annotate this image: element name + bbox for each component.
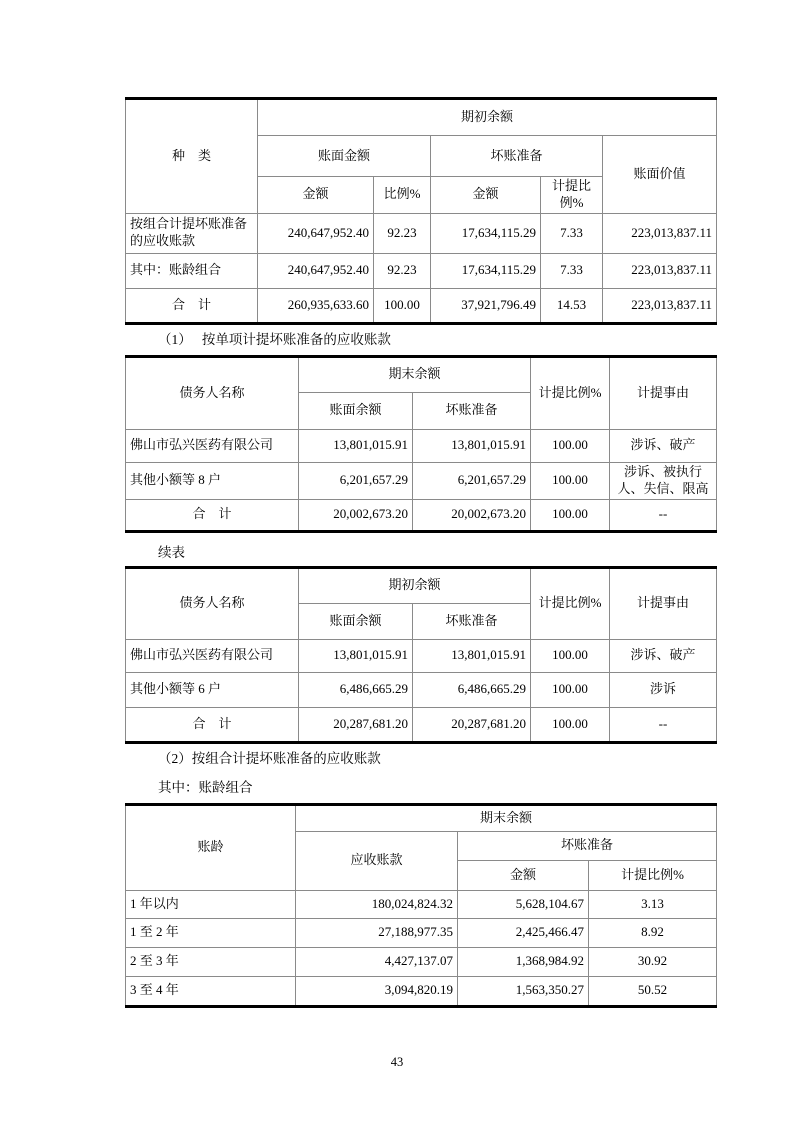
book-value-cell: 223,013,837.11 [603, 288, 717, 323]
ratio-header: 比例% [374, 177, 431, 214]
page-number: 43 [390, 1055, 404, 1069]
book-balance-cell: 6,486,665.29 [299, 672, 413, 707]
total-row [126, 288, 717, 323]
aging-cell: 1 至 2 年 [126, 918, 296, 947]
table-row [126, 213, 717, 253]
heading-item1: （1） 按单项计提坏账准备的应收账款 [158, 331, 391, 347]
heading-item2: （2）按组合计提坏账准备的应收账款 [158, 750, 381, 766]
aging-table [125, 803, 717, 1008]
total-label-cell: 合 计 [126, 707, 299, 742]
ratio-cell: 50.52 [589, 976, 717, 1006]
debtor-cell: 其他小额等 8 户 [126, 462, 299, 499]
amount-cell: 5,628,104.67 [458, 890, 589, 918]
book-balance-cell: 6,201,657.29 [299, 462, 413, 499]
ratio-cell: 100.00 [531, 672, 610, 707]
book-balance-header: 账面余额 [299, 392, 413, 429]
reason-cell: -- [610, 707, 717, 742]
total-label-cell: 合 计 [126, 288, 258, 323]
book-amount-header: 账面金额 [258, 136, 431, 177]
table-header-row [126, 804, 717, 831]
table-header-row [126, 356, 717, 392]
book-balance-cell: 20,002,673.20 [299, 499, 413, 531]
reason-cell: 涉诉、被执行人、失信、限高 [610, 462, 717, 499]
reason-header: 计提事由 [610, 356, 717, 429]
amount-cell: 1,368,984.92 [458, 947, 589, 976]
debtor-cell: 其他小额等 6 户 [126, 672, 299, 707]
ratio-cell: 100.00 [531, 639, 610, 672]
ratio-cell: 8.92 [589, 918, 717, 947]
ratio-cell: 92.23 [374, 213, 431, 253]
aging-cell: 3 至 4 年 [126, 976, 296, 1006]
reason-cell: -- [610, 499, 717, 531]
book-balance-cell: 13,801,015.91 [299, 429, 413, 462]
debtor-cell: 佛山市弘兴医药有限公司 [126, 639, 299, 672]
amount-cell: 1,563,350.27 [458, 976, 589, 1006]
summary-table [125, 97, 717, 325]
table-row [126, 462, 717, 499]
ratio-cell: 92.23 [374, 253, 431, 288]
bad-debt-provision-header: 坏账准备 [413, 603, 531, 639]
provision-cell: 13,801,015.91 [413, 639, 531, 672]
provision-cell: 6,201,657.29 [413, 462, 531, 499]
bad-debt-provision-header: 坏账准备 [431, 136, 603, 177]
beginning-balance-header: 期初余额 [299, 567, 531, 603]
book-balance-cell: 13,801,015.91 [299, 639, 413, 672]
total-row [126, 707, 717, 742]
provision-ratio-cell: 7.33 [541, 213, 603, 253]
table-row [126, 947, 717, 976]
bad-debt-provision-header: 坏账准备 [458, 831, 717, 860]
receivables-cell: 4,427,137.07 [296, 947, 458, 976]
ratio-cell: 100.00 [374, 288, 431, 323]
provision-amount-cell: 37,921,796.49 [431, 288, 541, 323]
provision-ratio-cell: 7.33 [541, 253, 603, 288]
beginning-balance-header: 期初余额 [258, 99, 717, 136]
debtor-header: 债务人名称 [126, 356, 299, 429]
provision-ratio-header: 计提比例% [541, 177, 603, 214]
aging-header: 账龄 [126, 804, 296, 890]
receivables-cell: 3,094,820.19 [296, 976, 458, 1006]
table-row [126, 253, 717, 288]
debtor-header: 债务人名称 [126, 567, 299, 639]
table-row [126, 890, 717, 918]
amount-header: 金额 [258, 177, 374, 214]
category-cell: 其中：账龄组合 [126, 253, 258, 288]
debtor-cell: 佛山市弘兴医药有限公司 [126, 429, 299, 462]
table-row [126, 918, 717, 947]
provision-cell: 6,486,665.29 [413, 672, 531, 707]
table-row [126, 639, 717, 672]
book-value-header: 账面价值 [603, 136, 717, 214]
bad-debt-provision-header: 坏账准备 [413, 392, 531, 429]
provision-ratio-header: 计提比例% [531, 356, 610, 429]
ratio-cell: 100.00 [531, 499, 610, 531]
subgroup-label: 其中：账龄组合 [158, 779, 253, 795]
table-header-row [126, 567, 717, 603]
aging-cell: 2 至 3 年 [126, 947, 296, 976]
amount-header: 金额 [431, 177, 541, 214]
reason-header: 计提事由 [610, 567, 717, 639]
table-row [126, 672, 717, 707]
total-row [126, 499, 717, 531]
amount-cell: 240,647,952.40 [258, 253, 374, 288]
ending-balance-header: 期末余额 [299, 356, 531, 392]
provision-ratio-cell: 14.53 [541, 288, 603, 323]
book-value-cell: 223,013,837.11 [603, 253, 717, 288]
provision-ratio-header: 计提比例% [531, 567, 610, 639]
ratio-cell: 100.00 [531, 707, 610, 742]
amount-cell: 240,647,952.40 [258, 213, 374, 253]
aging-cell: 1 年以内 [126, 890, 296, 918]
book-balance-cell: 20,287,681.20 [299, 707, 413, 742]
reason-cell: 涉诉 [610, 672, 717, 707]
reason-cell: 涉诉、破产 [610, 639, 717, 672]
ratio-cell: 100.00 [531, 429, 610, 462]
amount-cell: 2,425,466.47 [458, 918, 589, 947]
individual-provision-table [125, 355, 717, 533]
ending-balance-header: 期末余额 [296, 804, 717, 831]
receivables-cell: 180,024,824.32 [296, 890, 458, 918]
ratio-cell: 100.00 [531, 462, 610, 499]
total-label-cell: 合 计 [126, 499, 299, 531]
table-row [126, 429, 717, 462]
reason-cell: 涉诉、破产 [610, 429, 717, 462]
table-row [126, 976, 717, 1006]
provision-cell: 13,801,015.91 [413, 429, 531, 462]
book-value-cell: 223,013,837.11 [603, 213, 717, 253]
provision-cell: 20,002,673.20 [413, 499, 531, 531]
amount-cell: 260,935,633.60 [258, 288, 374, 323]
receivables-header: 应收账款 [296, 831, 458, 890]
ratio-cell: 30.92 [589, 947, 717, 976]
continued-table-label: 续表 [158, 544, 185, 560]
table-header-row [126, 99, 717, 136]
provision-cell: 20,287,681.20 [413, 707, 531, 742]
category-cell: 按组合计提坏账准备的应收账款 [126, 213, 258, 253]
page-content [125, 0, 716, 1008]
category-header: 种 类 [126, 99, 258, 214]
continued-provision-table [125, 566, 717, 744]
provision-amount-cell: 17,634,115.29 [431, 213, 541, 253]
book-balance-header: 账面余额 [299, 603, 413, 639]
amount-header: 金额 [458, 860, 589, 890]
provision-ratio-header: 计提比例% [589, 860, 717, 890]
receivables-cell: 27,188,977.35 [296, 918, 458, 947]
provision-amount-cell: 17,634,115.29 [431, 253, 541, 288]
ratio-cell: 3.13 [589, 890, 717, 918]
